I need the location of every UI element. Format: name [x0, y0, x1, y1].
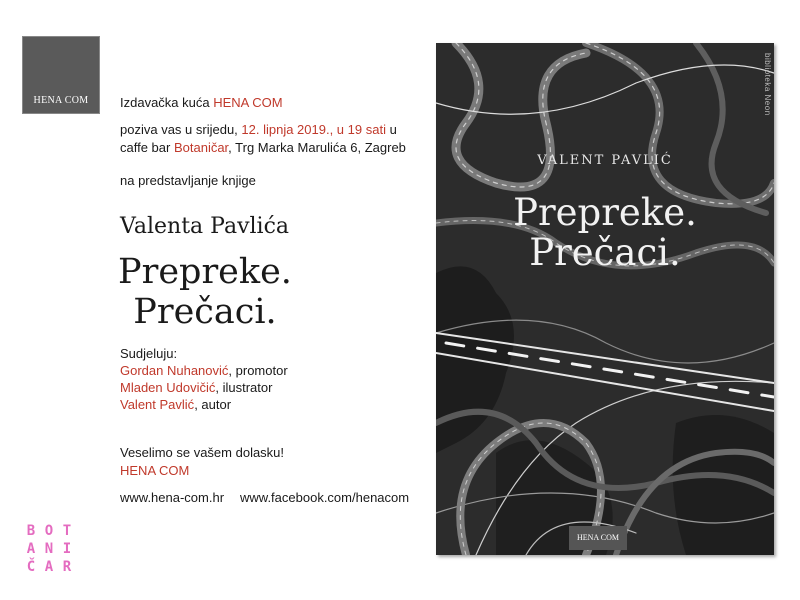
- botanicar-letter: B: [26, 523, 36, 539]
- botanicar-logo: [22, 522, 78, 576]
- participants-heading: Sudjeluju:: [120, 346, 178, 361]
- cover-title-line-1: Prepreke.: [513, 191, 697, 234]
- botanicar-letter: N: [44, 541, 54, 557]
- participant-2: Mladen Udovičić, ilustrator: [120, 380, 273, 395]
- cover-road-illustration: [436, 43, 774, 555]
- book-title: [112, 252, 298, 332]
- invite-line-4: na predstavljanje knjige: [120, 173, 256, 188]
- botanicar-letter: A: [44, 559, 54, 575]
- botanicar-letter: R: [62, 559, 72, 575]
- invite-line-2: poziva vas u srijedu, 12. lipnja 2019., u 19 sati u: [120, 122, 397, 137]
- botanicar-letter: Č: [26, 559, 36, 575]
- botanicar-letter: I: [62, 541, 72, 557]
- website-link[interactable]: www.hena-com.hr: [120, 490, 225, 505]
- cover-series-label: biblioteka Neon: [763, 53, 772, 116]
- cover-title-line-2: Prečaci.: [529, 231, 681, 274]
- cover-title: [436, 193, 774, 273]
- cover-publisher-logo: HENA COM: [569, 526, 627, 550]
- book-cover: [436, 43, 774, 555]
- botanicar-letter: T: [62, 523, 72, 539]
- participant-1: Gordan Nuhanović, promotor: [120, 363, 288, 378]
- event-date: 12. lipnja 2019., u 19 sati: [241, 122, 386, 137]
- hena-com-logo: [22, 36, 100, 114]
- book-title-line-1: Prepreke.: [118, 252, 292, 292]
- facebook-link[interactable]: www.facebook.com/henacom: [240, 490, 410, 505]
- botanicar-letter: O: [44, 523, 54, 539]
- logo-text: HENA COM: [33, 95, 89, 106]
- venue-name: Botaničar: [173, 140, 229, 155]
- closing-line-2: HENA COM: [120, 463, 190, 478]
- invite-line-1: Izdavačka kuća HENA COM: [120, 95, 283, 110]
- participant-3: Valent Pavlić, autor: [120, 397, 232, 412]
- botanicar-letter: A: [26, 541, 36, 557]
- book-author: Valenta Pavlića: [120, 214, 290, 239]
- invite-line-3: caffe bar Botaničar, Trg Marka Marulića 6, Zagreb: [120, 140, 406, 155]
- cover-author: VALENT PAVLIĆ: [537, 153, 673, 168]
- book-title-line-2: Prečaci.: [133, 292, 277, 332]
- closing-line-1: Veselimo se vašem dolasku!: [120, 445, 285, 460]
- publisher-name: HENA COM: [213, 95, 283, 110]
